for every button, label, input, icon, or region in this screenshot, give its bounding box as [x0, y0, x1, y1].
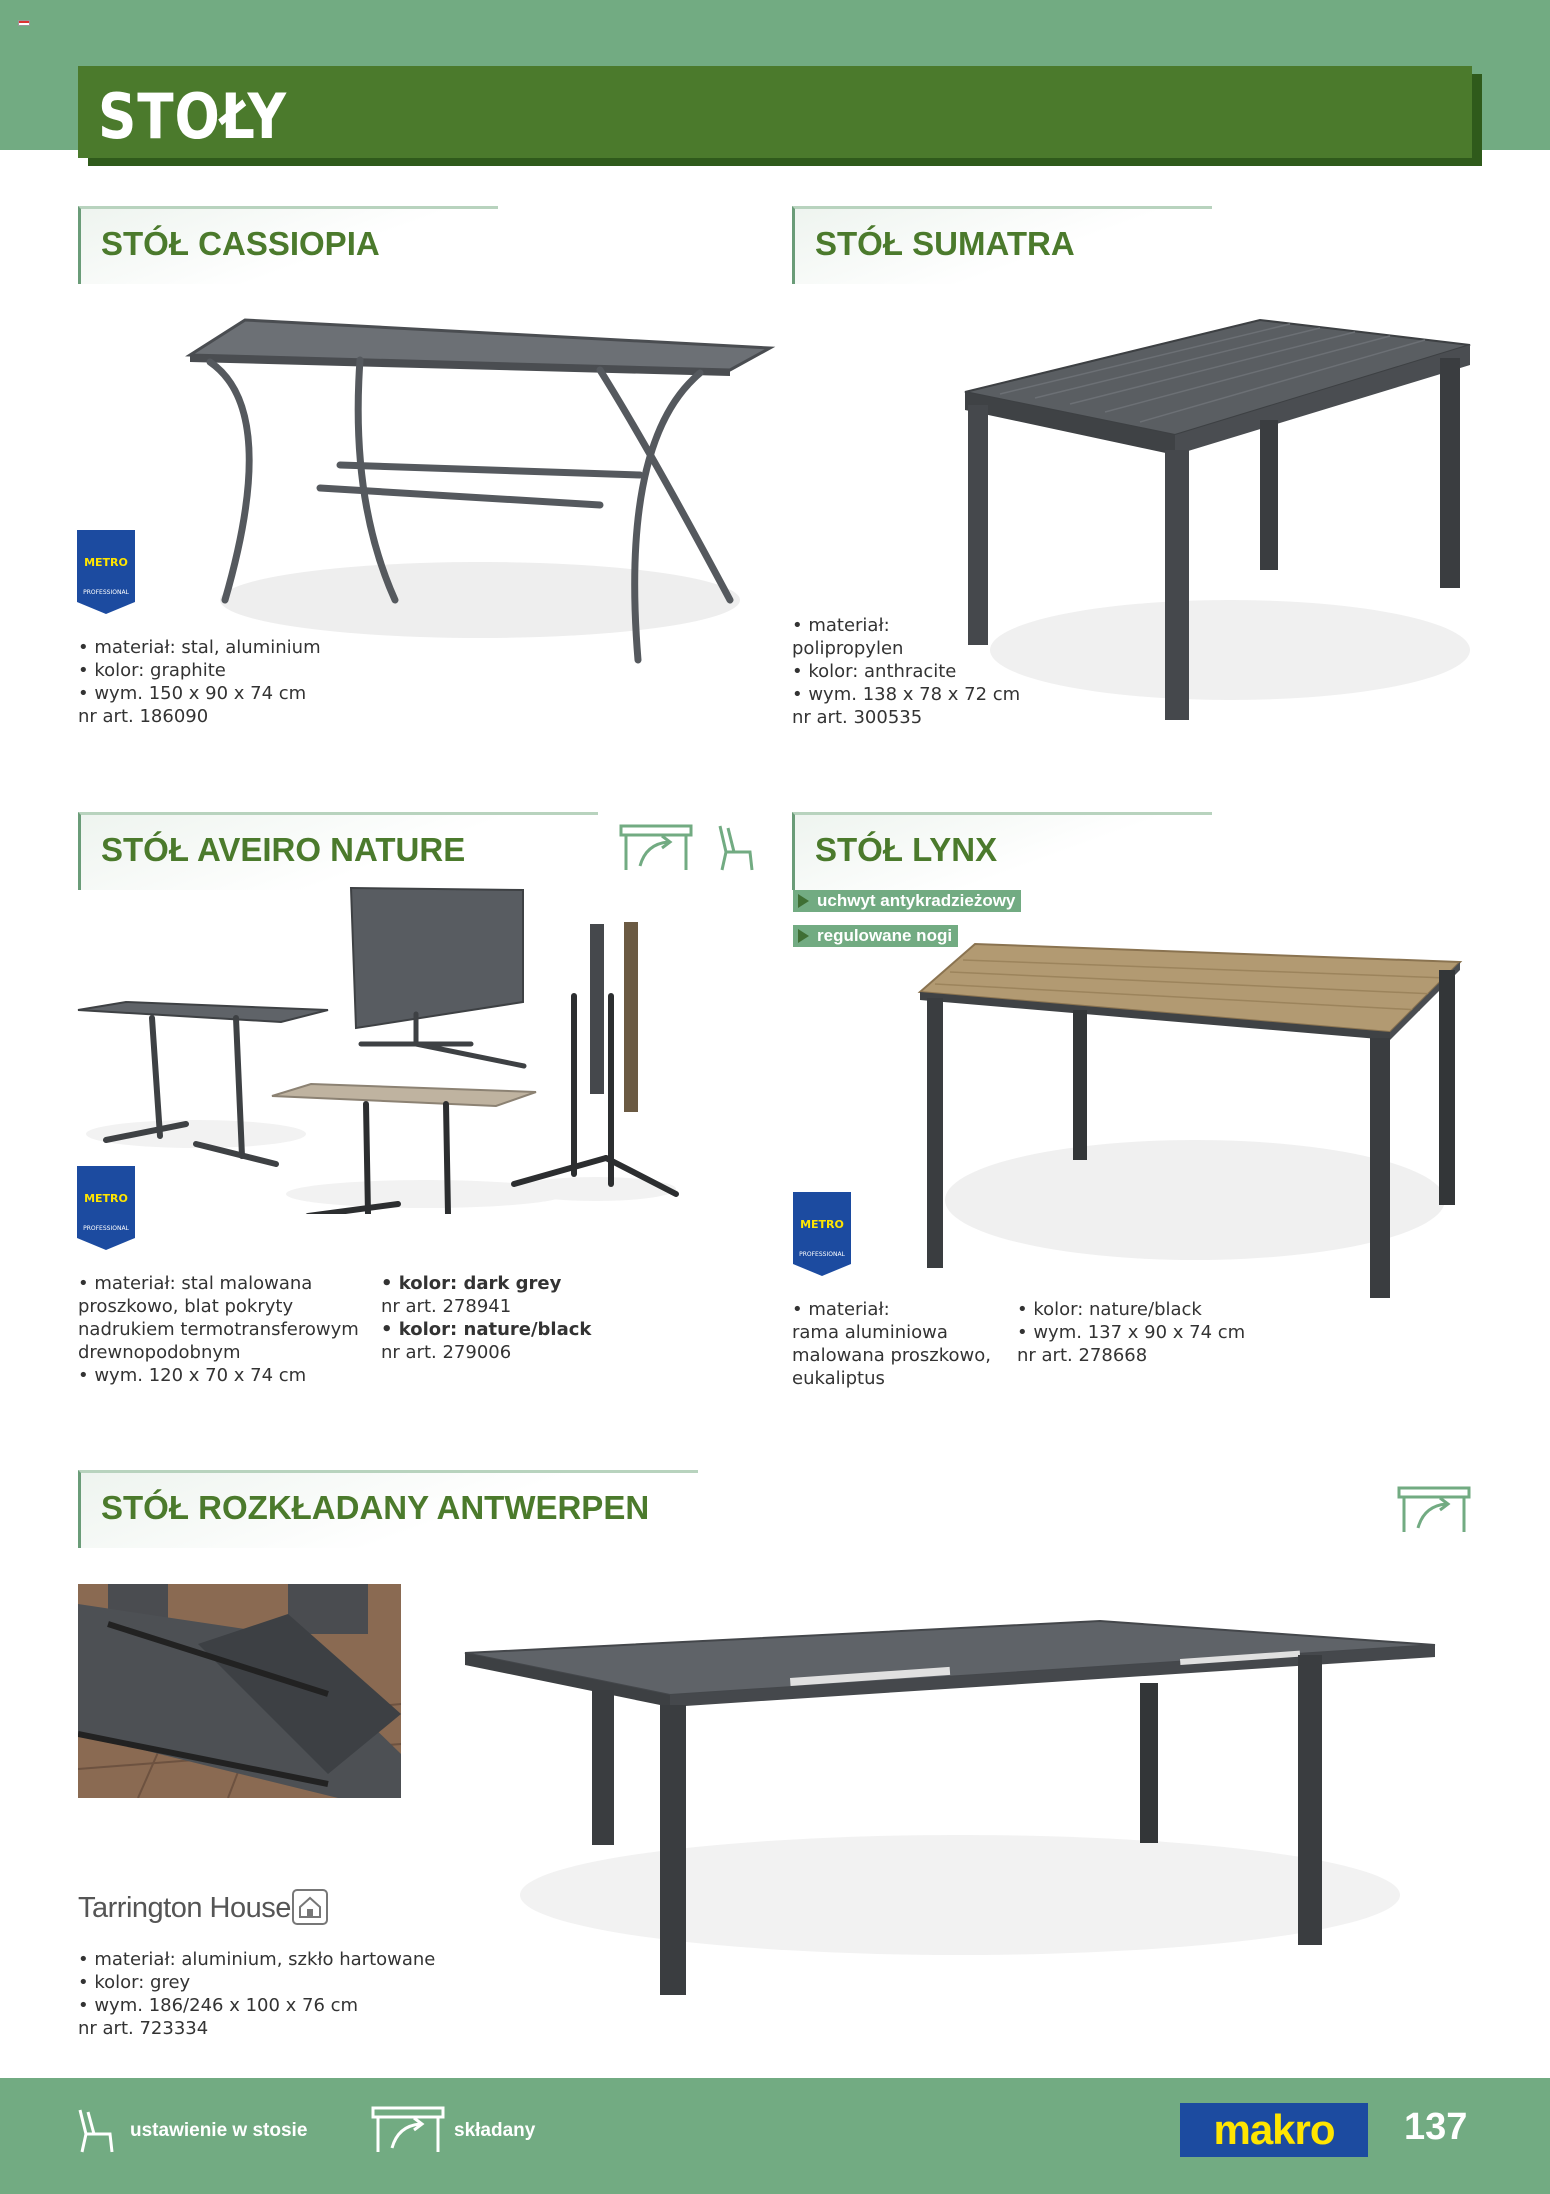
cassiopia-table-image	[170, 300, 780, 670]
svg-text:PROFESSIONAL: PROFESSIONAL	[83, 589, 129, 596]
metro-professional-badge	[77, 1166, 135, 1250]
aveiro-tables-image	[76, 884, 696, 1214]
sumatra-specs: • materiał: polipropylen • kolor: anthracite • wym. 138 x 78 x 72 cm nr art. 300535	[792, 615, 1021, 728]
antwerpen-specs: • materiał: aluminium, szkło hartowane • kolor: grey • wym. 186/246 x 100 x 76 cm nr art. 723334	[78, 1949, 436, 2039]
tarrington-house-brand: Tarrington House	[78, 1892, 291, 1924]
folding-table-icon	[370, 2104, 446, 2156]
lynx-specs-right: • kolor: nature/black • wym. 137 x 90 x 74 cm nr art. 278668	[1017, 1299, 1246, 1366]
lynx-specs-left: • materiał: rama aluminiowa malowana proszkowo, eukaliptus	[792, 1299, 992, 1389]
antwerpen-detail-photo	[78, 1584, 401, 1798]
legend-fold: składany	[454, 2120, 536, 2141]
legend-stack: ustawienie w stosie	[130, 2120, 308, 2141]
feature-tag: regulowane nogi	[793, 925, 958, 947]
folding-table-icon	[618, 822, 696, 874]
svg-text:METRO: METRO	[84, 1192, 128, 1205]
svg-text:METRO: METRO	[800, 1218, 844, 1231]
section-heading-antwerpen	[78, 1470, 698, 1548]
lynx-table-image	[915, 940, 1470, 1300]
page-number: 137	[1404, 2106, 1468, 2148]
section-heading-aveiro	[78, 812, 598, 890]
folding-table-icon	[1396, 1484, 1474, 1536]
svg-text:PROFESSIONAL: PROFESSIONAL	[799, 1251, 845, 1258]
svg-text:METRO: METRO	[84, 556, 128, 569]
svg-text:PROFESSIONAL: PROFESSIONAL	[83, 1225, 129, 1232]
section-heading-cassiopia	[78, 206, 498, 284]
stacking-chair-icon	[712, 822, 758, 874]
house-icon	[292, 1889, 328, 1925]
section-heading-sumatra	[792, 206, 1212, 284]
page-title: STOŁY	[98, 80, 287, 153]
antwerpen-table-image	[460, 1615, 1440, 2005]
flag-icon	[18, 20, 30, 26]
aveiro-specs-left: • materiał: stal malowana proszkowo, blat pokryty nadrukiem termotransferowym drewnopodobnym • wym. 120 x 70 x 74 cm	[78, 1273, 359, 1386]
feature-tag: uchwyt antykradzieżowy	[793, 890, 1021, 912]
page-title-banner	[78, 66, 1472, 158]
product-title: STÓŁ LYNX	[815, 831, 998, 868]
aveiro-specs-right: • kolor: dark grey nr art. 278941 • kolor: nature/black nr art. 279006	[381, 1273, 592, 1363]
product-title: STÓŁ ROZKŁADANY ANTWERPEN	[101, 1489, 650, 1526]
product-title: STÓŁ AVEIRO NATURE	[101, 831, 466, 868]
section-heading-lynx	[792, 812, 1212, 890]
metro-professional-badge	[77, 530, 135, 614]
metro-professional-badge	[793, 1192, 851, 1276]
sumatra-table-image	[960, 310, 1480, 730]
product-title: STÓŁ CASSIOPIA	[101, 225, 380, 262]
makro-logo: makro	[1180, 2103, 1368, 2157]
product-title: STÓŁ SUMATRA	[815, 225, 1075, 262]
stacking-chair-icon	[74, 2106, 120, 2156]
cassiopia-specs: • materiał: stal, aluminium • kolor: graphite • wym. 150 x 90 x 74 cm nr art. 186090	[78, 637, 321, 727]
